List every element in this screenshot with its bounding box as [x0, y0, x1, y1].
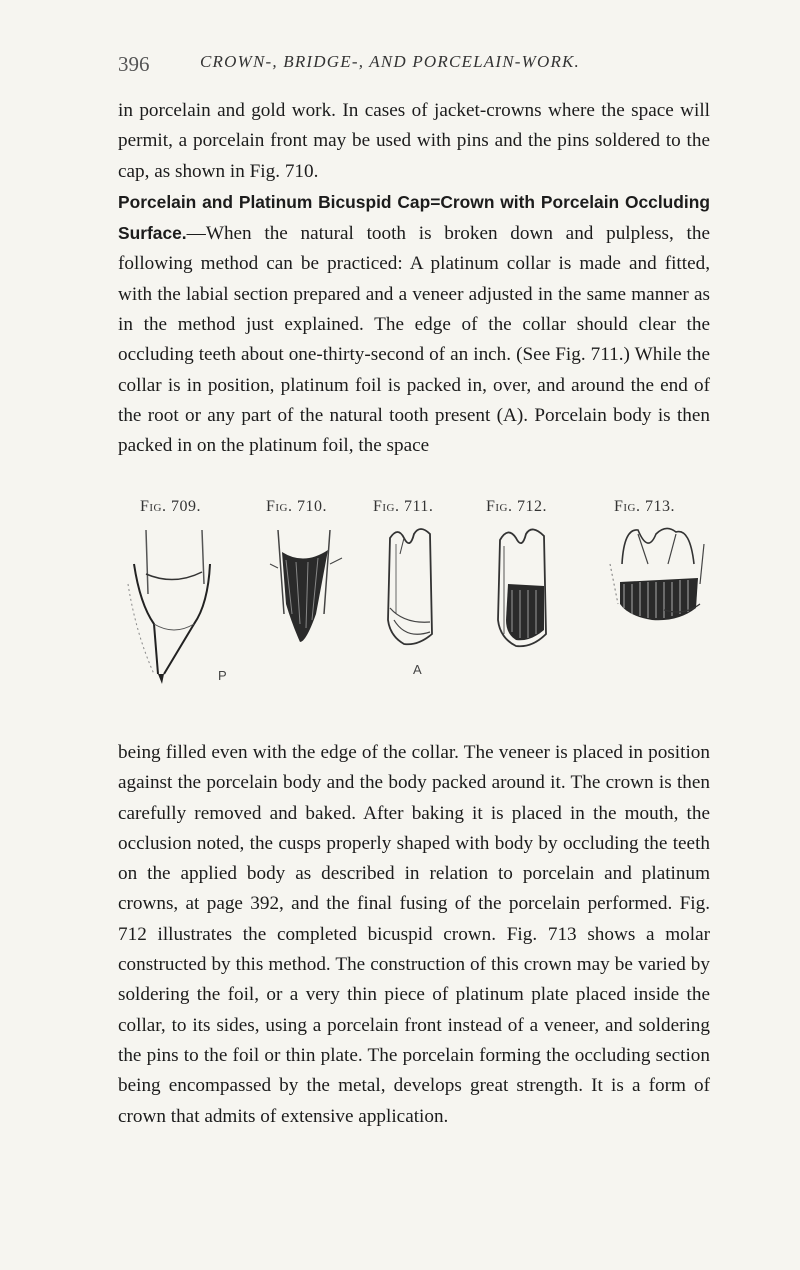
fig-713-illustration: [604, 524, 714, 644]
fig-709-letter: P: [218, 668, 227, 683]
section-paragraph: [118, 187, 710, 462]
section-heading: Porcelain and Platinum Bicuspid Cap=Crown with Porcelain Occluding Surface.: [118, 191, 710, 244]
fig-713-caption: Fig. 713.: [614, 498, 676, 515]
page-header: [118, 52, 710, 82]
fig-712-illustration: [486, 524, 566, 664]
paragraph-continued: being filled even with the edge of the collar. The veneer is placed in position against the porcelain body and the body packed around it. The crown is then carefully removed and baked. After baking it is placed in the mouth, the occlusion noted, the cusps properly shaped with body by occluding the teeth on the applied body as described in relation to porcelain and platinum crowns, at page 392, and the final fusing of the porcelain performed. Fig. 712 illustrates the completed bicuspid crown. Fig. 713 shows a molar constructed by this method. The construction of this crown may be varied by soldering the foil, or a very thin piece of platinum plate placed inside the collar, to its sides, using a porcelain front instead of a veneer, and soldering the pins to the foil or thin plate. The porcelain forming the occluding section being encompassed by the metal, develops great strength. It is a form of crown that admits of extensive application.: [118, 742, 710, 1127]
fig-711-caption: Fig. 711.: [373, 498, 434, 515]
fig-710-caption: Fig. 710.: [266, 498, 328, 515]
section-text: —When the natural tooth is broken down and pulpless, the following method can be practiced: A platinum collar is made and fitted, with the labial section prepared and a veneer adjusted in the same manner as in the method just explained. The edge of the collar should clear the occluding teeth about one-thirty-second of an inch. (See Fig. 711.) While the collar is in position, platinum foil is packed in, over, and around the end of the root or any part of the natural tooth present (A). Porcelain body is then packed in on the platinum foil, the space: [118, 223, 710, 457]
fig-711-illustration: [374, 524, 454, 664]
fig-712-caption: Fig. 712.: [486, 498, 548, 515]
text-block-bottom: [118, 738, 710, 1132]
running-head: CROWN-, BRIDGE-, AND PORCELAIN-WORK.: [200, 52, 581, 71]
text-block-top: [118, 96, 710, 462]
paragraph-intro: in porcelain and gold work. In cases of jacket-crowns where the space will permit, a porcelain front may be used with pins and the pins soldered to the cap, as shown in Fig. 710.: [118, 100, 710, 182]
fig-709-caption: Fig. 709.: [140, 498, 202, 515]
page-number: 396: [118, 52, 150, 76]
fig-711-letter: A: [413, 662, 422, 677]
fig-710-illustration: [256, 524, 356, 674]
figure-row: [118, 498, 718, 718]
